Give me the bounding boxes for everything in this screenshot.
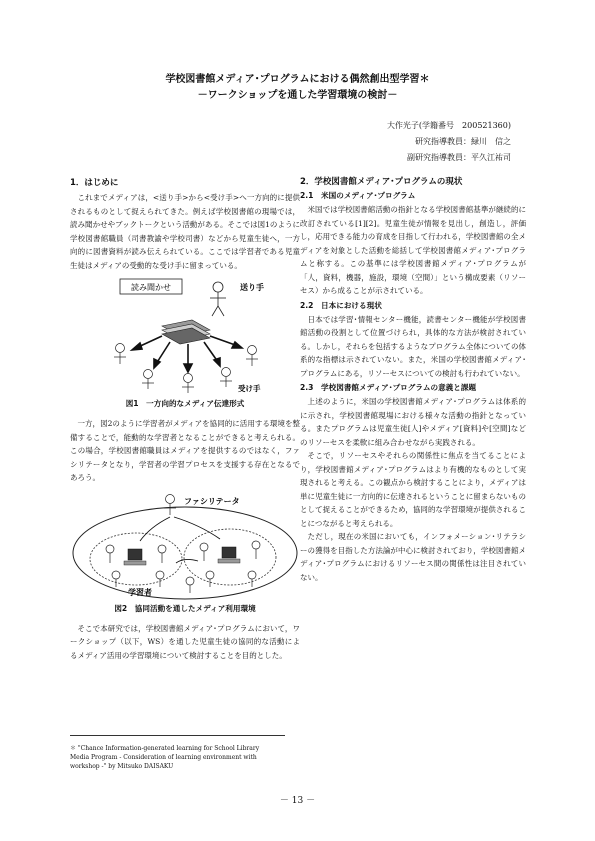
computer-icon-left	[124, 549, 146, 565]
paper-subtitle: －ワークショップを通した学習環境の検討－	[197, 90, 398, 101]
section-1-paragraph-1: これまでメディアは，<送り手>から<受け手>へ一方向的に提供されるものとして捉えられてきた。例えば学校図書館の現場では，読み聞かせやブックトークという活動がある。そこでは図1のように学校図書館職員（司書教諭や学校司書）などから児童生徒へ，一方向的に図書資料が読み伝えられている。ここでは学習者である児童生徒はメディアの受動的な受け手に留まっている。	[70, 193, 300, 270]
page-number: － 13 －	[279, 796, 316, 806]
books-icon	[162, 320, 210, 344]
figure-2-diagram	[70, 491, 300, 601]
computer-icon-right	[218, 547, 240, 563]
section-2-3-paragraph-2: そこで，リソーセスやそれらの関係性に焦点を当てることにより，学校図書館メディア･プログラムはより有機的なものとして実現されると考える。この観点から検討することにより，メディアは単に児童生徒に一方向的に伝達されるということに留まらないものとして捉えることができるため，協同的な学習環境が提供されることにつながると考えられる。	[300, 451, 526, 528]
figure-1-caption: 図1 一方向的なメディア伝達形式	[125, 399, 245, 408]
section-2-heading: 2．学校図書館メディア･プログラムの現状	[300, 177, 463, 187]
figure-1-diagram	[70, 276, 300, 396]
footnote	[70, 744, 290, 771]
section-2-3-paragraph-3: ただし，現在の米国においても，インフォメーション･リテラシーの獲得を目指した方法論が中心に検討されており，学校図書館メディア･プログラムにおけるリソーセス間の関係性は注目されていない。	[300, 532, 526, 582]
footnote-rule	[70, 735, 285, 736]
section-2-2-paragraph: 日本では学習･情報センター機能，読書センター機能が学校図書館活動の役割として位置づけられ，具体的な方法が検討されている。しかし，それらを包括するようなプログラム全体についての体系的な指標は示されていない。また，米国の学校図書館メディア･プログラムにある，リソーセスについての検討も行われていない。	[300, 314, 526, 378]
sender-figure-icon	[210, 282, 226, 316]
author-block	[387, 118, 511, 166]
left-column	[70, 176, 300, 662]
section-1-paragraph-3: そこで本研究では，学校図書館メディア･プログラムにおいて，ワークショップ（以下，WS）を通した児童生徒の協同的な活動によるメディア活用の学習環境について検討することを目的とした。	[70, 623, 300, 660]
advisor-name: 研究指導教員：緑川 信之	[415, 137, 511, 146]
facilitator-figure-icon	[164, 494, 176, 515]
learner-label: 学習者	[128, 587, 152, 597]
section-1-paragraph-2: 一方，図2のように学習者がメディアを協同的に活用する環境を整備することで，能動的な学習者となることができると考えられる。この場合，学校図書館職員はメディアを提供するのではなく，ファシリテータとなり，学習者の学習プロセスを支援する存在となるであろう。	[70, 419, 300, 482]
section-2-3-paragraph-1: 上述のように，米国の学校図書館メディア･プログラムは体系的に示され，学校図書館現場における様々な活動の指針となっている。またプログラムは児童生徒[人]やメディア[資料]や[空間]などのリソーセスを柔軟に組み合わせながら実践される。	[300, 397, 526, 447]
section-2-2-heading: 2.2 日本における現状	[300, 300, 382, 310]
section-2-1-paragraph: 米国では学校図書館活動の指針となる学校図書館基準が継続的に改訂されている[1][2]。児童生徒が情報を見出し，創造し，評価し，応用できる能力の育成を目指して行われる，学校図書館の全メディアを対象とした活動を総括して学校図書館メディア･プログラムと称する。この基準には学校図書館メディア･プログラムが「人，資料，機器，施設，環境（空間）」という構成要素（リソーセス）から成ることが示されている。	[300, 205, 526, 295]
paper-title: 学校図書館メディア･プログラムにおける偶然創出型学習＊	[165, 74, 430, 85]
read-aloud-label: 読み聞かせ	[131, 283, 171, 292]
footnote-line-3: workshop -" by Mitsuko DAISAKU	[70, 763, 174, 770]
receiver-label: 受け手	[238, 384, 261, 393]
footnote-line-2: Media Program - Consideration of learning environment with	[70, 754, 257, 761]
right-column	[300, 175, 526, 584]
section-1-heading: 1．はじめに	[70, 178, 119, 188]
figure-2-caption: 図2 協同活動を通したメディア利用環境	[114, 603, 256, 613]
author-name: 大作光子(学籍番号 200521360)	[386, 121, 511, 130]
footnote-line-1: ＊ "Chance Information-generated learning for School Library	[70, 745, 260, 752]
facilitator-label: ファシリテータ	[184, 496, 240, 506]
figure-2	[70, 491, 300, 601]
interaction-arrows	[140, 517, 220, 563]
figure-1	[70, 276, 300, 396]
sender-label: 送り手	[240, 283, 264, 292]
co-advisor-name: 副研究指導教員：平久江祐司	[407, 153, 511, 162]
section-2-3-heading: 2.3 学校図書館メディア･プログラムの意義と課題	[300, 383, 477, 392]
section-2-1-heading: 2.1 米国のメディア･プログラム	[300, 191, 416, 200]
